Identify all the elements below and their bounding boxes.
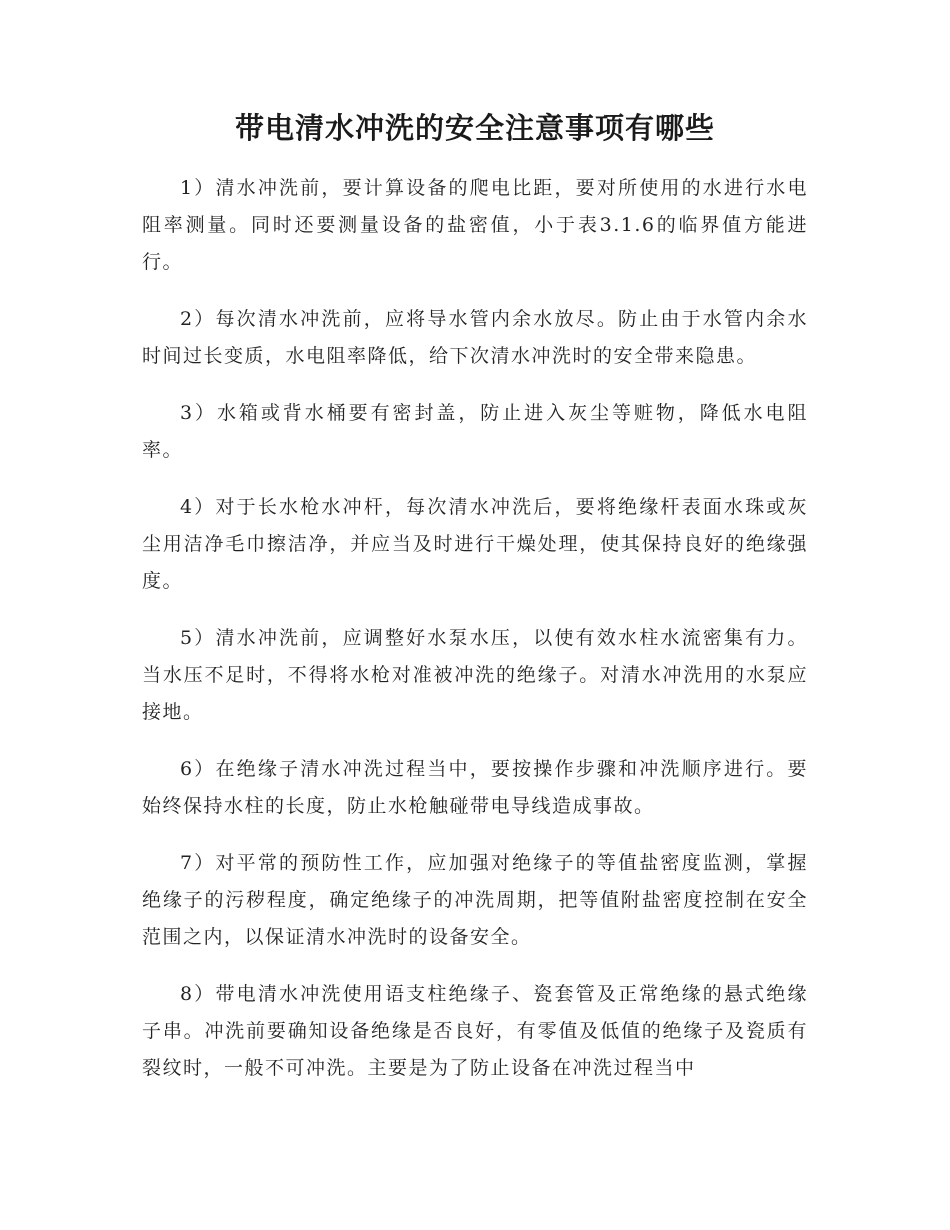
paragraph-4: 4）对于长水枪水冲杆，每次清水冲洗后，要将绝缘杆表面水珠或灰尘用洁净毛巾擦洁净，并应当及时进行干燥处理，使其保持良好的绝缘强度。 (142, 496, 808, 592)
paragraph-7: 7）对平常的预防性工作，应加强对绝缘子的等值盐密度监测，掌握绝缘子的污秽程度，确定绝缘子的冲洗周期，把等值附盐密度控制在安全范围之内，以保证清水冲洗时的设备安全。 (142, 852, 808, 948)
paragraph-5: 5）清水冲洗前，应调整好水泵水压，以使有效水柱水流密集有力。当水压不足时，不得将水枪对准被冲洗的绝缘子。对清水冲洗用的水泵应接地。 (142, 627, 808, 723)
paragraph-6: 6）在绝缘子清水冲洗过程当中，要按操作步骤和冲洗顺序进行。要始终保持水柱的长度，防止水枪触碰带电导线造成事故。 (142, 758, 808, 817)
paragraph-2: 2）每次清水冲洗前，应将导水管内余水放尽。防止由于水管内余水时间过长变质，水电阻率降低，给下次清水冲洗时的安全带来隐患。 (142, 308, 808, 367)
paragraph-1: 1）清水冲洗前，要计算设备的爬电比距，要对所使用的水进行水电阻率测量。同时还要测量设备的盐密值，小于表3.1.6的临界值方能进行。 (142, 177, 808, 273)
paragraph-3: 3）水箱或背水桶要有密封盖，防止进入灰尘等赃物，降低水电阻率。 (142, 402, 808, 461)
paragraph-8: 8）带电清水冲洗使用语支柱绝缘子、瓷套管及正常绝缘的悬式绝缘子串。冲洗前要确知设备绝缘是否良好，有零值及低值的绝缘子及瓷质有裂纹时，一般不可冲洗。主要是为了防止设备在冲洗过程当中 (142, 983, 808, 1079)
document-title: 带电清水冲洗的安全注意事项有哪些 (234, 111, 715, 145)
